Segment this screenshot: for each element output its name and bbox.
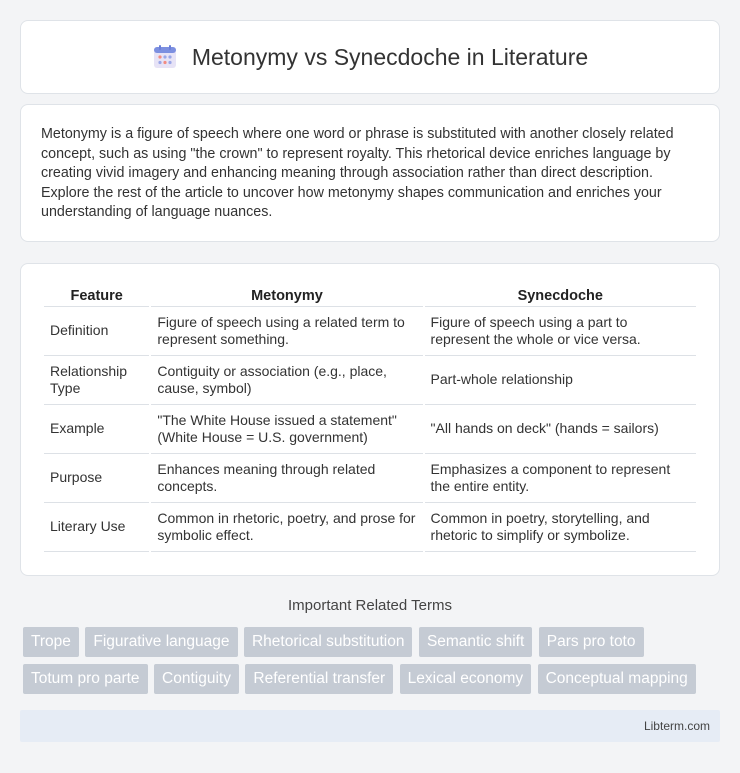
comparison-table (42, 284, 698, 552)
term-tag[interactable]: Referential transfer (245, 664, 393, 694)
row-synecdoche: Common in poetry, storytelling, and rhetoric to simplify or symbolize. (425, 503, 696, 552)
row-synecdoche: Emphasizes a component to represent the entire entity. (425, 454, 696, 503)
term-tag[interactable]: Figurative language (85, 627, 237, 657)
header-synecdoche: Synecdoche (425, 284, 696, 307)
row-metonymy: "The White House issued a statement" (White House = U.S. government) (151, 405, 422, 454)
row-feature: Relationship Type (44, 356, 149, 405)
row-metonymy: Common in rhetoric, poetry, and prose for symbolic effect. (151, 503, 422, 552)
term-tag[interactable]: Totum pro parte (23, 664, 148, 694)
table-header-row (44, 284, 696, 307)
header-feature: Feature (44, 284, 149, 307)
term-tag[interactable]: Contiguity (154, 664, 239, 694)
term-tag[interactable]: Trope (23, 627, 79, 657)
row-metonymy: Contiguity or association (e.g., place, cause, symbol) (151, 356, 422, 405)
footer (20, 710, 720, 742)
row-feature: Definition (44, 307, 149, 356)
row-metonymy: Figure of speech using a related term to represent something. (151, 307, 422, 356)
term-tag[interactable]: Rhetorical substitution (244, 627, 413, 657)
row-metonymy: Enhances meaning through related concepts. (151, 454, 422, 503)
row-synecdoche: Part-whole relationship (425, 356, 696, 405)
intro-card (20, 104, 720, 242)
table-row (44, 356, 696, 405)
table-row (44, 307, 696, 356)
table-row (44, 454, 696, 503)
row-feature: Literary Use (44, 503, 149, 552)
row-feature: Example (44, 405, 149, 454)
page-title: Metonymy vs Synecdoche in Literature (191, 43, 589, 70)
title-card (20, 20, 720, 94)
term-tag[interactable]: Semantic shift (419, 627, 532, 657)
header-metonymy: Metonymy (151, 284, 422, 307)
row-synecdoche: Figure of speech using a part to represent the whole or vice versa. (425, 307, 696, 356)
footer-site-link[interactable]: Libterm.com (643, 719, 710, 733)
comparison-table-card (20, 263, 720, 576)
row-feature: Purpose (44, 454, 149, 503)
row-synecdoche: "All hands on deck" (hands = sailors) (425, 405, 696, 454)
related-terms-list (23, 627, 723, 701)
term-tag[interactable]: Pars pro toto (539, 627, 644, 657)
term-tag[interactable]: Conceptual mapping (538, 664, 696, 694)
table-row (44, 405, 696, 454)
related-terms-title: Important Related Terms (288, 597, 452, 614)
term-tag[interactable]: Lexical economy (400, 664, 531, 694)
intro-text: Metonymy is a figure of speech where one word or phrase is substituted with another closely related concept, such as using "the crown" to represent royalty. This rhetorical device enriches language by creating vivid imagery and enhancing meaning through association rather than direct description. Explore the rest of the article to uncover how metonymy shapes communication and enriches your understanding of language nuances. (41, 126, 674, 220)
table-row (44, 503, 696, 552)
calendar-grid-icon (152, 44, 178, 70)
